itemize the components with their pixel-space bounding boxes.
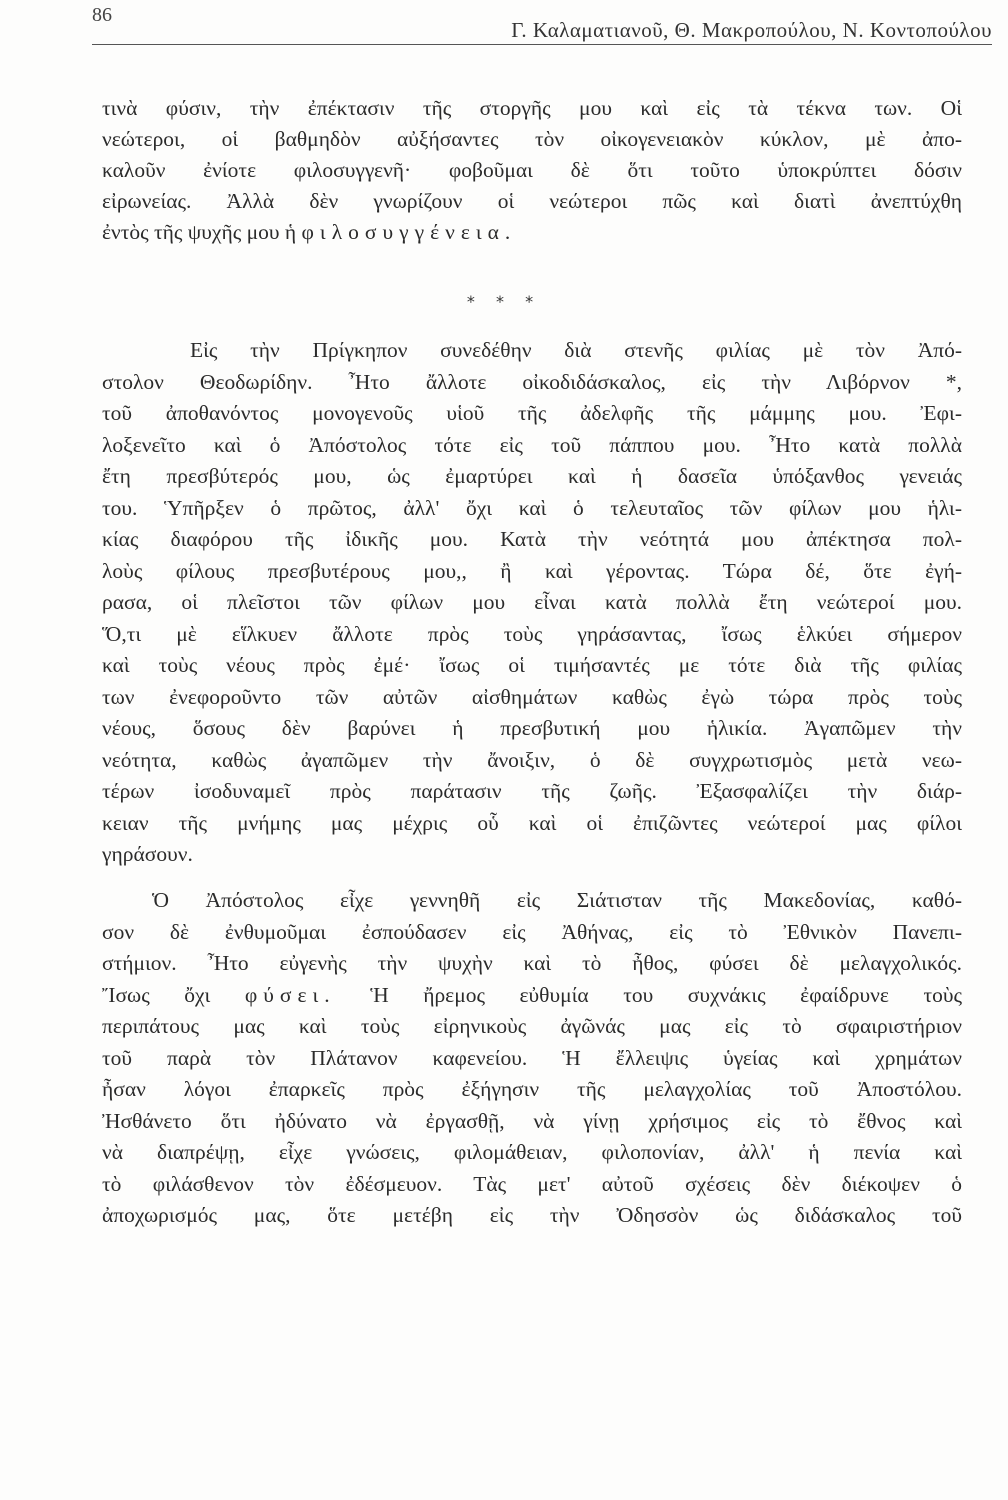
text-line: λοὺς φίλους πρεσβυτέρους μου,, ἢ καὶ γέροντας. Τώρα δέ, ὅτε ἐγή-: [102, 559, 962, 583]
text-line: τοῦ παρὰ τὸν Πλάτανον καφενείου. Ἡ ἔλλειψις ὑγείας καὶ χρημάτων: [102, 1046, 962, 1070]
text-line: λοξενεῖτο καὶ ὁ Ἀπόστολος τότε εἰς τοῦ πάππου μου. Ἦτο κατὰ πολλὰ: [102, 433, 962, 457]
text-line: Ὅ,τι μὲ εἵλκυεν ἄλλοτε πρὸς τοὺς γηράσαντας, ἴσως ἑλκύει σήμερον: [102, 622, 962, 646]
text-line: Εἰς τὴν Πρίγκηπον συνεδέθην διὰ στενῆς φιλίας μὲ τὸν Ἀπό-: [190, 338, 962, 362]
text-run: ἐντὸς τῆς ψυχῆς μου ἡ: [102, 220, 302, 244]
emphasized-word: φιλοσυγγένεια.: [301, 220, 517, 244]
text-line: στήμιον. Ἦτο εὐγενὴς τὴν ψυχὴν καὶ τὸ ἦθος, φύσει δὲ μελαγχολικός.: [102, 951, 962, 975]
text-line: περιπάτους μας καὶ τοὺς εἰρηνικοὺς ἀγῶνάς μας εἰς τὸ σφαιριστήριον: [102, 1014, 962, 1038]
text-line: νεώτεροι, οἱ βαθμηδὸν αὐξήσαντες τὸν οἰκογενειακὸν κύκλον, μὲ ἀπο-: [102, 127, 962, 151]
text-line: [102, 217, 962, 247]
text-line: κίας διαφόρου τῆς ἰδικῆς μου. Κατὰ τὴν νεότητά μου ἀπέκτησα πολ-: [102, 527, 962, 551]
text-line: σον δὲ ἐνθυμοῦμαι ἐσπούδασεν εἰς Ἀθήνας, εἰς τὸ Ἐθνικὸν Πανεπι-: [102, 920, 962, 944]
text-line: τὸ φιλάσθενον τὸν ἐδέσμευον. Τὰς μετ' αὐτοῦ σχέσεις δὲν διέκοψεν ὁ: [102, 1172, 962, 1196]
text-line: στολον Θεοδωρίδην. Ἦτο ἄλλοτε οἰκοδιδάσκαλος, εἰς τὴν Λιβόρνον *,: [102, 370, 962, 394]
text-line: [102, 980, 962, 1010]
text-run: Ἡ ἤρεμος εὐθυμία του συχνάκις ἐφαίδρυνε τοὺς: [335, 983, 962, 1007]
text-line: ἦσαν λόγοι ἐπαρκεῖς πρὸς ἐξήγησιν τῆς μελαγχολίας τοῦ Ἀποστόλου.: [102, 1077, 962, 1101]
page-number: 86: [92, 4, 112, 26]
page-header: [92, 4, 992, 45]
text-line: Ὁ Ἀπόστολος εἶχε γεννηθῆ εἰς Σιάτισταν τῆς Μακεδονίας, καθό-: [152, 888, 962, 912]
text-line: νεότητα, καθὼς ἀγαπῶμεν τὴν ἄνοιξιν, ὁ δὲ συγχρωτισμὸς μετὰ νεω-: [102, 748, 962, 772]
text-line: νὰ διαπρέψῃ, εἶχε γνώσεις, φιλομάθειαν, φιλοπονίαν, ἀλλ' ἡ πενία καὶ: [102, 1140, 962, 1164]
text-line: τέρων ἰσοδυναμεῖ πρὸς παράτασιν τῆς ζωῆς. Ἐξασφαλίζει τὴν διάρ-: [102, 779, 962, 803]
text-line: νέους, ὅσους δὲν βαρύνει ἡ πρεσβυτική μου ἡλικία. Ἀγαπῶμεν τὴν: [102, 716, 962, 740]
text-line: ρασα, οἱ πλεῖστοι τῶν φίλων μου εἶναι κατὰ πολλὰ ἔτη νεώτεροί μου.: [102, 590, 962, 614]
text-line: Ἠσθάνετο ὅτι ἠδύνατο νὰ ἐργασθῇ, νὰ γίνῃ χρήσιμος εἰς τὸ ἔθνος καὶ: [102, 1109, 962, 1133]
emphasized-word: φύσει.: [244, 983, 336, 1007]
text-line: εἰρωνείας. Ἀλλὰ δὲν γνωρίζουν οἱ νεώτεροι πῶς καὶ διατὶ ἀνεπτύχθη: [102, 189, 962, 213]
text-line: γηράσουν.: [102, 842, 193, 866]
text-line: ἀποχωρισμός μας, ὅτε μετέβη εἰς τὴν Ὀδησσὸν ὡς διδάσκαλος τοῦ: [102, 1203, 962, 1227]
text-run: Ἴσως ὄχι: [102, 983, 245, 1007]
text-line: του. Ὑπῆρξεν ὁ πρῶτος, ἀλλ' ὄχι καὶ ὁ τελευταῖος τῶν φίλων μου ἡλι-: [102, 496, 962, 520]
text-line: καλοῦν ἐνίοτε φιλοσυγγενῆ· φοβοῦμαι δὲ ὅτι τοῦτο ὑποκρύπτει δόσιν: [102, 158, 962, 182]
text-line: τινὰ φύσιν, τὴν ἐπέκτασιν τῆς στοργῆς μου καὶ εἰς τὰ τέκνα των. Οἱ: [102, 96, 962, 120]
text-line: ἔτη πρεσβύτερός μου, ὡς ἐμαρτύρει καὶ ἡ δασεῖα ὑπόξανθος γενειάς: [102, 464, 962, 488]
section-separator: * * *: [466, 292, 542, 311]
text-line: τοῦ ἀποθανόντος μονογενοῦς υἱοῦ τῆς ἀδελφῆς τῆς μάμμης μου. Ἐφι-: [102, 401, 962, 425]
text-line: κειαν τῆς μνήμης μας μέχρις οὗ καὶ οἱ ἐπιζῶντες νεώτεροί μας φίλοι: [102, 811, 962, 835]
running-head: Γ. Καλαματιανοῦ, Θ. Μακροπούλου, Ν. Κοντοπούλου: [511, 18, 992, 42]
text-line: των ἐνεφοροῦντο τῶν αὐτῶν αἰσθημάτων καθὼς ἐγὼ τώρα πρὸς τοὺς: [102, 685, 962, 709]
text-line: καὶ τοὺς νέους πρὸς ἐμέ· ἴσως οἱ τιμήσαντές με τότε διὰ τῆς φιλίας: [102, 653, 962, 677]
